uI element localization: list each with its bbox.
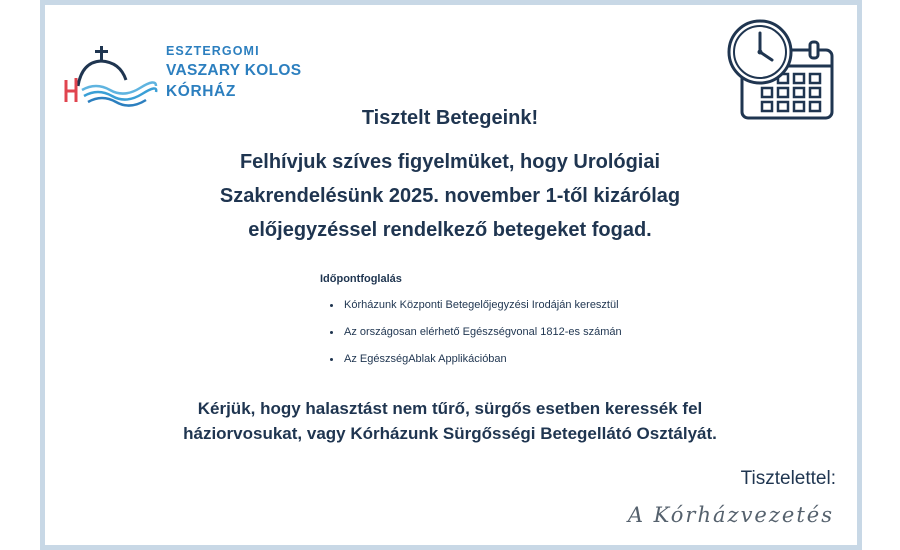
booking-item: Az EgészségAblak Applikációban [320, 352, 622, 379]
headline-line: Felhívjuk szíves figyelmüket, hogy Urológiai [239, 151, 661, 173]
hospital-logo-icon [60, 40, 160, 110]
hospital-name-line1: ESZTERGOMI [166, 44, 260, 58]
booking-section [320, 273, 622, 379]
urgent-line: háziorvosukat, vagy Kórházunk Sürgősségi Betegellátó Osztályát. [183, 424, 717, 443]
booking-title: Időpontfoglalás [320, 273, 402, 285]
greeting: Tisztelt Betegeink! [361, 107, 539, 129]
booking-item: Kórházunk Központi Betegelőjegyzési Irodáján keresztül [320, 298, 622, 325]
urgent-notice [0, 396, 900, 446]
hospital-name-line2: VASZARY KOLOS [166, 62, 302, 79]
booking-item: Az országosan elérhető Egészségvonal 1812-es számán [320, 325, 622, 352]
headline-line: Szakrendelésünk 2025. november 1-től kizárólag [219, 185, 681, 207]
signature: A Kórházvezetés [627, 503, 834, 527]
hospital-name [166, 42, 301, 102]
closing-regards: Tisztelettel: [740, 468, 836, 489]
urgent-line: Kérjük, hogy halasztást nem tűrő, sürgős esetben keressék fel [197, 399, 703, 418]
booking-list [320, 298, 622, 379]
hospital-name-line3: KÓRHÁZ [166, 83, 236, 100]
headline-line: előjegyzéssel rendelkező betegeket fogad. [248, 219, 652, 241]
headline [0, 145, 900, 247]
